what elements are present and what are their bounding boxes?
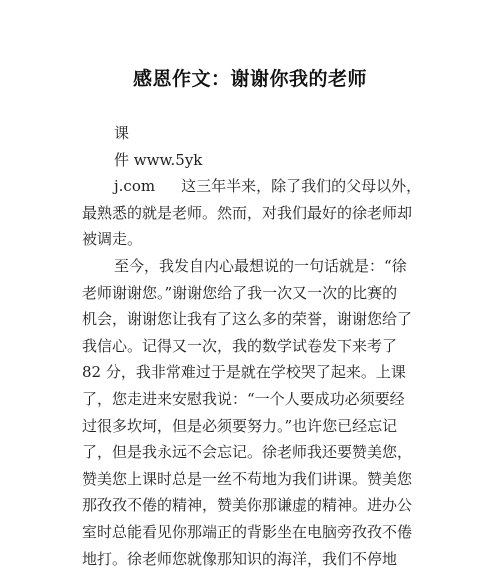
text-line: 最熟悉的就是老师。然而，对我们最好的徐老师却 bbox=[82, 200, 422, 227]
text-line: 至今，我发自内心最想说的一句话就是：“徐 bbox=[82, 253, 422, 280]
text-line: 老师谢谢您。”谢谢您给了我一次又一次的比赛的 bbox=[82, 280, 422, 307]
text-line: 地打。徐老师您就像那知识的海洋，我们不停地 bbox=[82, 546, 422, 572]
text-fragment: j.com bbox=[114, 177, 155, 195]
text-line: 那孜孜不倦的精神，赞美你那谦虚的精神。进办公 bbox=[82, 492, 422, 519]
text-line: 赞美您上课时总是一丝不苟地为我们讲课。赞美您 bbox=[82, 466, 422, 493]
document-body bbox=[82, 120, 422, 572]
text-fragment: 这三年半来，除了我们的父母以外， bbox=[181, 177, 421, 195]
text-line: 课 bbox=[82, 120, 422, 147]
text-line: 室时总能看见你那端正的背影坐在电脑旁孜孜不倦 bbox=[82, 519, 422, 546]
text-line bbox=[82, 173, 422, 200]
text-line: 82 分，我非常难过于是就在学校哭了起来。上课 bbox=[82, 359, 422, 386]
text-line: 我信心。记得又一次，我的数学试卷发下来考了 bbox=[82, 333, 422, 360]
text-line: 件 www.5yk bbox=[82, 147, 422, 174]
document-title: 感恩作文：谢谢你我的老师 bbox=[0, 64, 500, 91]
text-line: 过很多坎坷，但是必须要努力。”也许您已经忘记 bbox=[82, 413, 422, 440]
text-line: 机会，谢谢您让我有了这么多的荣誉，谢谢您给了 bbox=[82, 306, 422, 333]
text-line: 了，您走进来安慰我说：“一个人要成功必须要经 bbox=[82, 386, 422, 413]
text-line: 了，但是我永远不会忘记。徐老师我还要赞美您， bbox=[82, 439, 422, 466]
text-line: 被调走。 bbox=[82, 226, 422, 253]
